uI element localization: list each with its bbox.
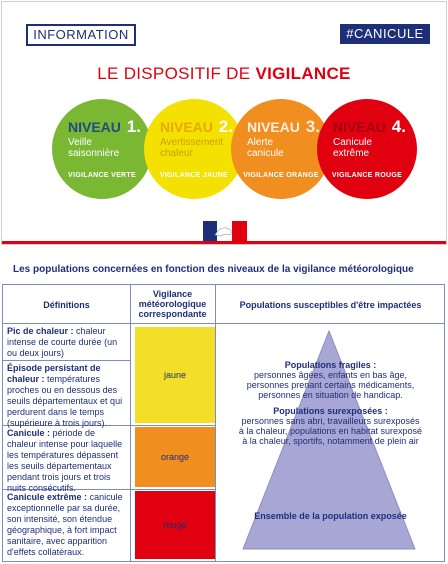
poster-title [2, 64, 446, 84]
level-desc-line2: extrême [333, 148, 370, 159]
poster-title-prefix: LE DISPOSITIF DE [97, 64, 251, 83]
pyramid-surexposees: Populations surexposées : personnes sans abri, travailleurs surexposés à la chaleur, populations en habitat surexposé à la chaleur, sportifs, notamment de plein air [238, 406, 423, 446]
populations-table [2, 284, 445, 562]
level-number: 3. [305, 117, 320, 136]
pyramid-ensemble: Ensemble de la population exposée [254, 511, 407, 521]
level-desc-line1: Veille [68, 137, 92, 148]
level-number: 1. [126, 117, 141, 136]
vigilance-poster [1, 1, 447, 245]
level-2-circle [144, 99, 244, 199]
definition-pic-de-chaleur: Pic de chaleur : chaleur intense de courte durée (un ou deux jours) [7, 326, 118, 358]
poster-title-strong: VIGILANCE [255, 64, 351, 83]
level-desc-line1: Alerte [247, 137, 274, 148]
vigilance-band-jaune: jaune [135, 327, 215, 423]
level-desc-line1: Avertissement [160, 137, 224, 148]
column-divider [130, 285, 131, 561]
level-vigilance-label: VIGILANCE ORANGE [243, 172, 319, 179]
pyramid-fragiles: Populations fragiles : personnes âgées, enfants en bas âge, personnes prenant certains médicaments, personnes en situation de handicap. [246, 360, 415, 400]
level-number: 2. [218, 117, 233, 136]
republique-francaise-logo-icon [203, 221, 247, 241]
level-vigilance-label: VIGILANCE JAUNE [159, 172, 229, 179]
definition-canicule-extreme: Canicule extrême : canicule exceptionnelle par sa durée, son intensité, son étendue géographique, à fort impact sanitaire, avec apparition d'effets collatéraux. [7, 492, 123, 557]
level-desc-line2: chaleur [160, 148, 193, 159]
level-3-circle [231, 99, 331, 199]
information-tag: INFORMATION [26, 24, 136, 46]
level-word: NIVEAU [247, 119, 300, 135]
level-number: 4. [391, 117, 406, 136]
level-4-circle [317, 99, 417, 199]
table-section-title: Les populations concernées en fonction des niveaux de la vigilance météorologique [13, 264, 414, 275]
level-desc-line2: canicule [247, 148, 284, 159]
canicule-hashtag-tag: #CANICULE [340, 24, 430, 44]
vigilance-band-orange: orange [135, 427, 215, 487]
poster-bottom-rule [2, 241, 446, 244]
level-word: NIVEAU [68, 119, 121, 135]
level-word: NIVEAU [160, 119, 213, 135]
row-divider [3, 360, 130, 361]
level-desc-line2: saisonnière [68, 148, 120, 159]
level-vigilance-label: VIGILANCE ROUGE [331, 172, 403, 179]
level-vigilance-label: VIGILANCE VERTE [68, 172, 136, 179]
header-vigilance: Vigilance météorologique correspondante [138, 289, 207, 319]
definition-canicule: Canicule : période de chaleur intense pour laquelle les températures dépassent les seuils départementaux pendant trois jours et trois nuits consécutifs. [7, 428, 123, 493]
header-definitions: Définitions [43, 300, 90, 310]
vigilance-band-rouge: rouge [135, 491, 215, 559]
definition-episode-persistant: Épisode persistant de chaleur : températures proches ou en dessous des seuils départementaux et qui perdurent dans le temps (supérieure à trois jours). [7, 363, 123, 428]
header-populations: Populations susceptibles d'être impactées [239, 300, 422, 310]
level-desc-line1: Canicule [333, 137, 372, 148]
level-1-circle [52, 99, 152, 199]
level-word: NIVEAU [333, 119, 386, 135]
